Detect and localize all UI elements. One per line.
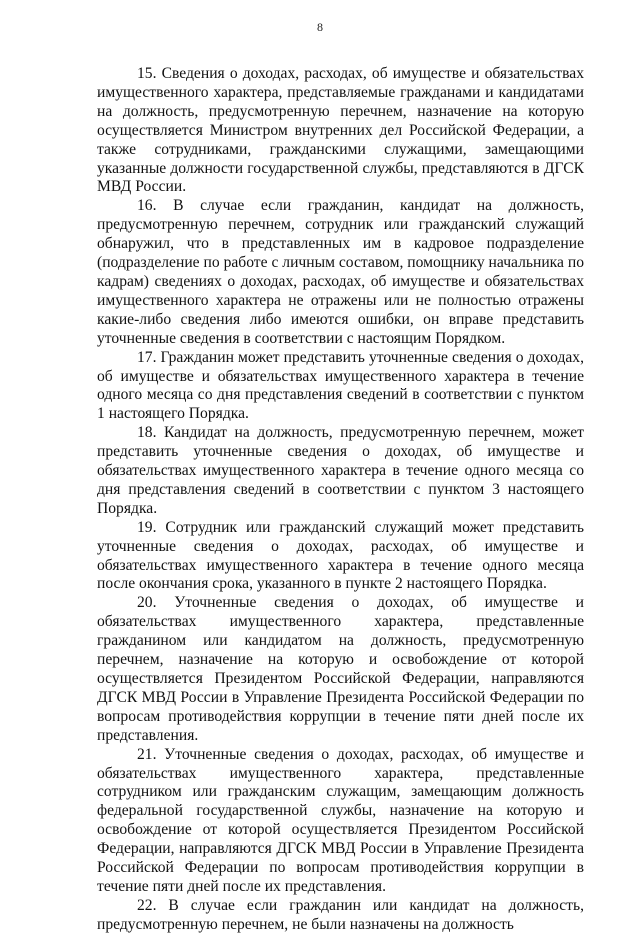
paragraph-20: 20. Уточненные сведения о доходах, об имуществе и обязательствах имущественного характера, представленные гражданином или кандидатом на должность, предусмотренную перечнем, назначение на которую и освобождение от которой осуществляется Президентом Российской Федерации, направляются ДГСК МВД России в Управление Президента Российской Федерации по вопросам противодействия коррупции в течение пяти дней после их представления. [97,594,584,744]
paragraph-15: 15. Сведения о доходах, расходах, об имуществе и обязательствах имущественного характера, представляемые гражданами и кандидатами на должность, предусмотренную перечнем, назначение на которую осуществляется Министром внутренних дел Российской Федерации, а также сотрудниками, гражданскими служащими, замещающими указанные должности государственной службы, представляются в ДГСК МВД России. [97,65,584,196]
document-body [97,65,584,935]
paragraph-17: 17. Гражданин может представить уточненные сведения о доходах, об имуществе и обязательствах имущественного характера в течение одного месяца со дня представления сведений в соответствии с пунктом 1 настоящего Порядка. [97,348,584,423]
paragraph-18: 18. Кандидат на должность, предусмотренную перечнем, может представить уточненные сведения о доходах, об имуществе и обязательствах имущественного характера в течение одного месяца со дня представления сведений в соответствии с пунктом 3 настоящего Порядка. [97,424,584,517]
page-number: 8 [317,20,323,34]
paragraph-21: 21. Уточненные сведения о доходах, расходах, об имуществе и обязательствах имущественного характера, представленные сотрудником или гражданским служащим, замещающим должность федеральной государственной службы, назначение на которую и освобождение от которой осуществляется Президентом Российской Федерации, направляются ДГСК МВД России в Управление Президента Российской Федерации по вопросам противодействия коррупции в течение пяти дней после их представления. [97,745,584,895]
paragraph-22: 22. В случае если гражданин или кандидат на должность, предусмотренную перечнем, не были назначены на должность [97,896,584,933]
paragraph-19: 19. Сотрудник или гражданский служащий может представить уточненные сведения о доходах, расходах, об имуществе и обязательствах имущественного характера в течение одного месяца после окончания срока, указанного в пункте 2 настоящего Порядка. [97,518,584,593]
paragraph-16: 16. В случае если гражданин, кандидат на должность, предусмотренную перечнем, сотрудник или гражданский служащий обнаружил, что в представленных им в кадровое подразделение (подразделение по работе с личным составом, помощнику начальника по кадрам) сведениях о доходах, расходах, об имуществе и обязательствах имущественного характера не отражены или не полностью отражены какие-либо сведения либо имеются ошибки, он вправе представить уточненные сведения в соответствии с настоящим Порядком. [97,197,584,347]
